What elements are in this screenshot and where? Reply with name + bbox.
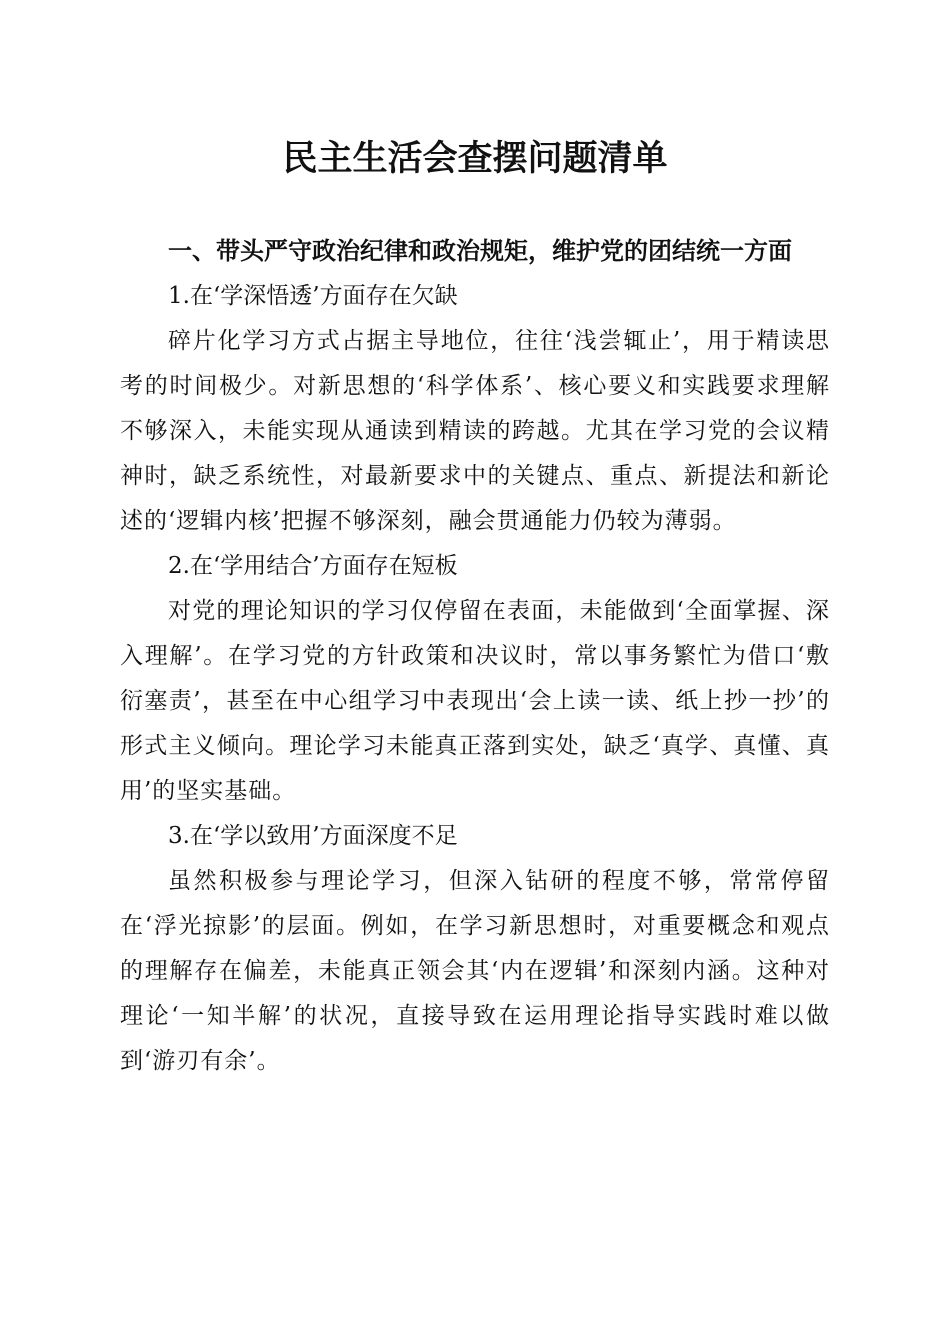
item-2-heading: 2.在‘学用结合’方面存在短板 (168, 553, 458, 579)
item-3-body: 虽然积极参与理论学习，但深入钻研的程度不够，常常停留在‘浮光掠影’的层面。例如，在学习新思想时，对重要概念和观点的理解存在偏差，未能真正领会其‘内在逻辑’和深刻内涵。这种对理论‘一知半解’的状况，直接导致在运用理论指导实践时难以做到‘游刃有余’。 (120, 868, 830, 1074)
item-2-body: 对党的理论知识的学习仅停留在表面，未能做到‘全面掌握、深入理解’。在学习党的方针政策和决议时，常以事务繁忙为借口‘敷衍塞责’，甚至在中心组学习中表现出‘会上读一读、纸上抄一抄’的形式主义倾向。理论学习未能真正落到实处，缺乏‘真学、真懂、真用’的坚实基础。 (120, 598, 830, 804)
document-title: 民主生活会查摆问题清单 (282, 138, 668, 179)
item-3-heading: 3.在‘学以致用’方面深度不足 (168, 823, 458, 849)
document-body (120, 228, 830, 1084)
item-1-body: 碎片化学习方式占据主导地位，往往‘浅尝辄止’，用于精读思考的时间极少。对新思想的‘科学体系’、核心要义和实践要求理解不够深入，未能实现从通读到精读的跨越。尤其在学习党的会议精神时，缺乏系统性，对最新要求中的关键点、重点、新提法和新论述的‘逻辑内核’把握不够深刻，融会贯通能力仍较为薄弱。 (120, 328, 830, 534)
section-heading: 一、带头严守政治纪律和政治规矩，维护党的团结统一方面 (168, 237, 792, 265)
item-1-heading: 1.在‘学深悟透’方面存在欠缺 (168, 283, 458, 309)
